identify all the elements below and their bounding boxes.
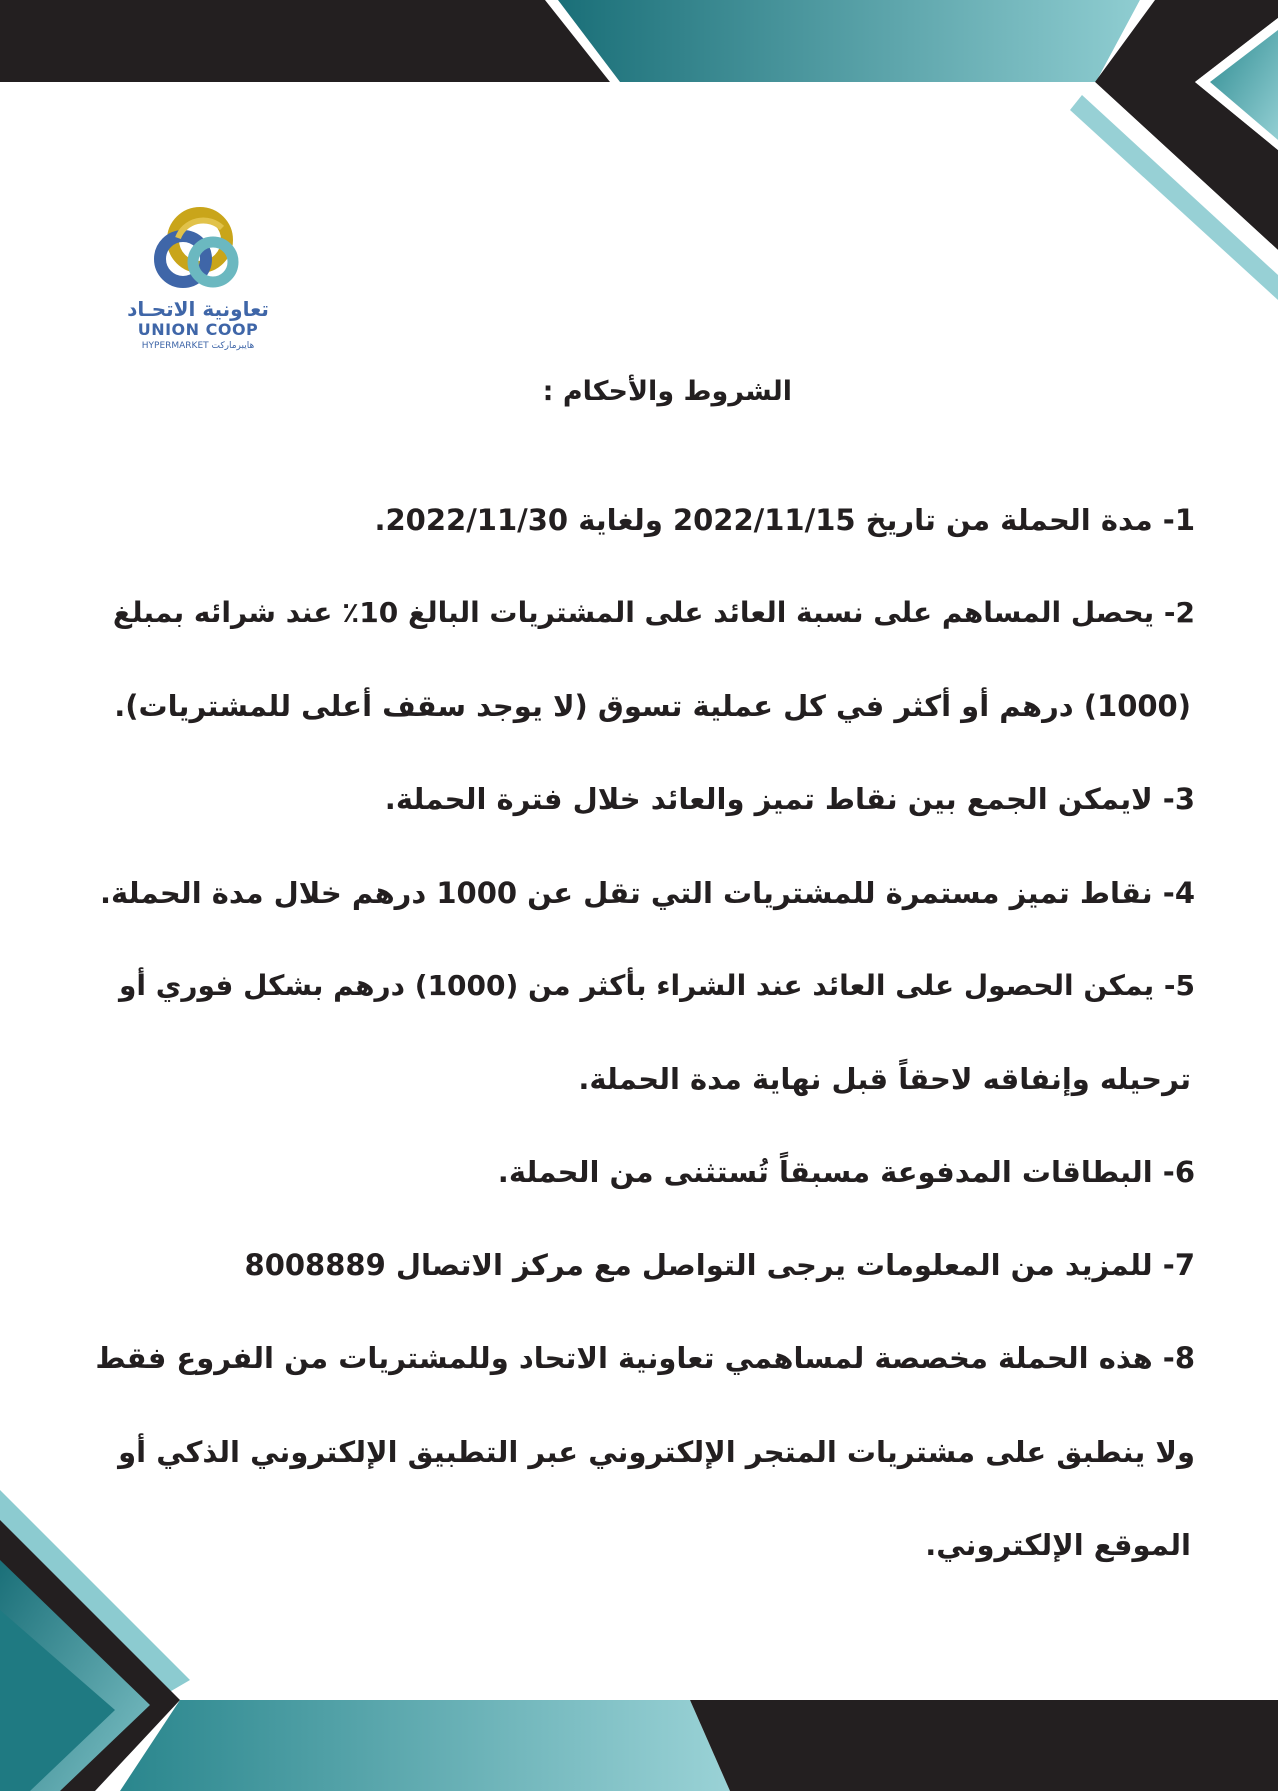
- terms-heading: الشروط والأحكام :: [542, 376, 792, 407]
- bottom-left-chevrons: [0, 1490, 190, 1791]
- term-line: 1- مدة الحملة من تاريخ 2022/11/15 ولغاية 2022/11/30.: [374, 503, 1195, 537]
- term-line: 5- يمكن الحصول على العائد عند الشراء بأكثر من (1000) درهم بشكل فوري أو: [118, 969, 1195, 1002]
- term-line: (1000) درهم أو أكثر في كل عملية تسوق (لا يوجد سقف أعلى للمشتريات).: [114, 689, 1191, 723]
- top-right-chevrons: [1070, 0, 1278, 300]
- term-line: 6- البطاقات المدفوعة مسبقاً تُستثنى من الحملة.: [497, 1155, 1195, 1189]
- outer-dark-chevron: [1095, 0, 1278, 250]
- term-line: 2- يحصل المساهم على نسبة العائد على المشتريات البالغ 10٪ عند شرائه بمبلغ: [112, 596, 1195, 629]
- top-teal-bar: [558, 0, 1140, 82]
- top-dark-bar: [0, 0, 610, 82]
- term-line: الموقع الإلكتروني.: [925, 1528, 1191, 1562]
- logo-subtitle: HYPERMARKET هايبرماركت: [141, 341, 255, 351]
- top-band: [0, 0, 1140, 82]
- term-line: 3- لايمكن الجمع بين نقاط تميز والعائد خلال فترة الحملة.: [384, 782, 1195, 816]
- logo-english-name: UNION COOP: [137, 320, 259, 339]
- bottom-band: [120, 1700, 1278, 1791]
- term-line: 8- هذه الحملة مخصصة لمساهمي تعاونية الاتحاد وللمشتريات من الفروع فقط: [95, 1341, 1195, 1375]
- term-line: ولا ينطبق على مشتريات المتجر الإلكتروني عبر التطبيق الإلكتروني الذكي أو: [118, 1435, 1195, 1469]
- logo-arabic-name: تعاونية الاتحـاد: [127, 297, 269, 321]
- bottom-dark-bar: [690, 1700, 1278, 1791]
- term-line: 4- نقاط تميز مستمرة للمشتريات التي تقل عن 1000 درهم خلال مدة الحملة.: [100, 876, 1195, 910]
- term-line: 7- للمزيد من المعلومات يرجى التواصل مع مركز الاتصال 8008889: [244, 1248, 1195, 1282]
- bottom-teal-bar: [120, 1700, 730, 1791]
- term-line: ترحيله وإنفاقه لاحقاً قبل نهاية مدة الحملة.: [578, 1062, 1191, 1096]
- inner-teal-chevron: [1210, 30, 1278, 140]
